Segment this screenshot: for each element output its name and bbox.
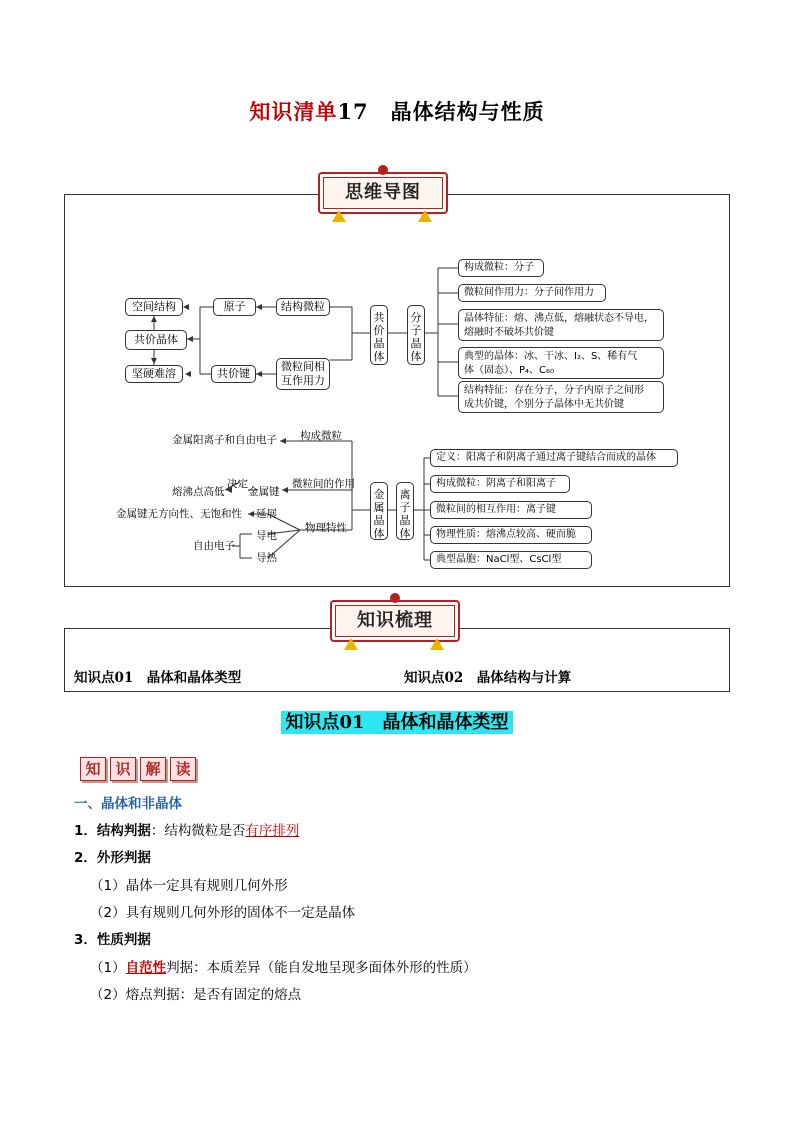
- ionic-item-typical: 典型晶胞：NaCl型、CsCl型: [430, 551, 592, 569]
- vchar: 体: [399, 527, 411, 540]
- sorting-banner: [330, 600, 460, 642]
- sorting-link-point2[interactable]: 知识点02 晶体结构与计算: [404, 670, 572, 686]
- title-prefix: 知识清单: [249, 99, 338, 124]
- vchar: 价: [373, 324, 385, 337]
- text-decide: 决定: [227, 478, 248, 490]
- mol-item-particle: 构成微粒：分子: [458, 259, 544, 277]
- vchar: 晶: [399, 514, 411, 527]
- sorting-link-point1[interactable]: 知识点01 晶体和晶体类型: [74, 670, 242, 686]
- item1-text: ：结构微粒是否: [150, 823, 246, 839]
- text-mp-high: 熔沸点高低: [172, 486, 225, 498]
- sorting-banner-label: 知识梳理: [357, 610, 433, 631]
- mol-feature-line-2: 熔融时不破坏共价键: [464, 327, 554, 338]
- vchar: 共: [373, 311, 385, 324]
- item-structure-criterion: [74, 822, 299, 840]
- item-shape-2: （2）具有规则几何外形的固体不一定是晶体: [90, 905, 356, 921]
- ribbon-icon: [430, 638, 444, 650]
- item1-num: 1．: [74, 823, 97, 839]
- text-ductile: 延展: [256, 508, 277, 520]
- mol-item-force: 微粒间作用力：分子间作用力: [458, 284, 606, 302]
- mol-item-feature: [458, 309, 664, 341]
- box-covalent-crystal-vertical: [370, 305, 388, 365]
- box-ionic-crystal-vertical: [396, 482, 414, 540]
- box-space-structure: 空间结构: [125, 298, 183, 316]
- box-metal-crystal-vertical: [370, 482, 388, 540]
- text-metal-bond: 金属键: [248, 486, 280, 498]
- vchar: 晶: [373, 337, 385, 350]
- tag-char: 解: [140, 757, 166, 781]
- tag-char: 知: [80, 757, 106, 781]
- vchar: 晶: [410, 337, 422, 350]
- vchar: 金: [373, 488, 385, 501]
- vchar: 体: [410, 350, 422, 363]
- text-constituent: 构成微粒: [300, 430, 342, 442]
- item3-1-text: 判据：本质差异（能自发地呈现多面体外形的性质）: [166, 960, 477, 976]
- mol-typical-line-2: 体（固态）、P₄、C₆₀: [464, 365, 555, 376]
- text-free-electron: 自由电子: [193, 540, 235, 552]
- vchar: 子: [410, 324, 422, 337]
- ribbon-icon: [344, 638, 358, 650]
- ionic-item-interaction: 微粒间的相互作用：离子键: [430, 501, 592, 519]
- item-shape-criterion: 2．外形判据: [74, 850, 151, 866]
- box-covalent-crystal: 共价晶体: [125, 330, 187, 350]
- tag-char: 读: [170, 757, 196, 781]
- text-nondirectional: 金属键无方向性、无饱和性: [116, 508, 242, 520]
- mol-structure-line-2: 成共价键，个别分子晶体中无共价键: [464, 399, 624, 410]
- text-conduct-heat: 导热: [256, 552, 277, 564]
- box-covalent-bond: 共价键: [211, 365, 256, 383]
- ionic-item-definition: 定义：阳离子和阴离子通过离子键结合而成的晶体: [430, 449, 678, 467]
- item-property-criterion: 3．性质判据: [74, 932, 151, 948]
- item3-1-prefix: （1）: [90, 960, 126, 976]
- vchar: 离: [399, 488, 411, 501]
- mol-item-structure: [458, 381, 664, 413]
- item-property-2: （2）熔点判据：是否有固定的熔点: [90, 987, 302, 1003]
- title-number: 17: [337, 99, 369, 124]
- box-structural-particle: 结构微粒: [276, 298, 330, 316]
- text-cation-electron: 金属阳离子和自由电子: [172, 434, 277, 446]
- interaction-line-1: 微粒间相: [281, 360, 325, 373]
- box-atom: 原子: [213, 298, 256, 316]
- interaction-line-2: 互作用力: [281, 374, 325, 387]
- text-interaction: 微粒间的作用: [292, 478, 355, 490]
- item3-1-highlight: 自范性: [125, 960, 167, 976]
- ionic-item-particle: 构成微粒：阴离子和阳离子: [430, 475, 570, 493]
- box-molecular-crystal-vertical: [407, 305, 425, 365]
- text-conduct-electric: 导电: [256, 530, 277, 542]
- vchar: 晶: [373, 514, 385, 527]
- vchar: 体: [373, 350, 385, 363]
- box-interaction-force: [276, 358, 330, 390]
- vchar: 属: [373, 501, 385, 514]
- section-title-text: 知识点01 晶体和晶体类型: [281, 711, 512, 734]
- item-property-1: [90, 959, 477, 977]
- mol-typical-line-1: 典型的晶体：冰、干冰、I₂、S、稀有气: [464, 351, 638, 362]
- item1-highlight: 有序排列: [245, 823, 300, 839]
- mol-item-typical: [458, 347, 664, 379]
- section-title: [0, 708, 794, 734]
- mol-feature-line-1: 晶体特征：熔、沸点低，熔融状态不导电，: [464, 313, 654, 324]
- mindmap-banner-label: 思维导图: [345, 182, 421, 203]
- vchar: 子: [399, 501, 411, 514]
- text-physical: 物理特性: [305, 522, 347, 534]
- vchar: 分: [410, 311, 422, 324]
- vchar: 体: [373, 527, 385, 540]
- heading-crystal-noncrystal: 一、晶体和非晶体: [74, 796, 182, 812]
- item1-label: 结构判据: [96, 823, 151, 839]
- box-hard-insoluble: 坚硬难溶: [125, 365, 183, 383]
- tag-char: 识: [110, 757, 136, 781]
- ionic-item-physical: 物理性质：熔沸点较高、硬而脆: [430, 526, 592, 544]
- title-topic: 晶体结构与性质: [390, 99, 545, 124]
- mol-structure-line-1: 结构特征：存在分子，分子内原子之间形: [464, 385, 644, 396]
- item-shape-1: （1）晶体一定具有规则几何外形: [90, 878, 288, 894]
